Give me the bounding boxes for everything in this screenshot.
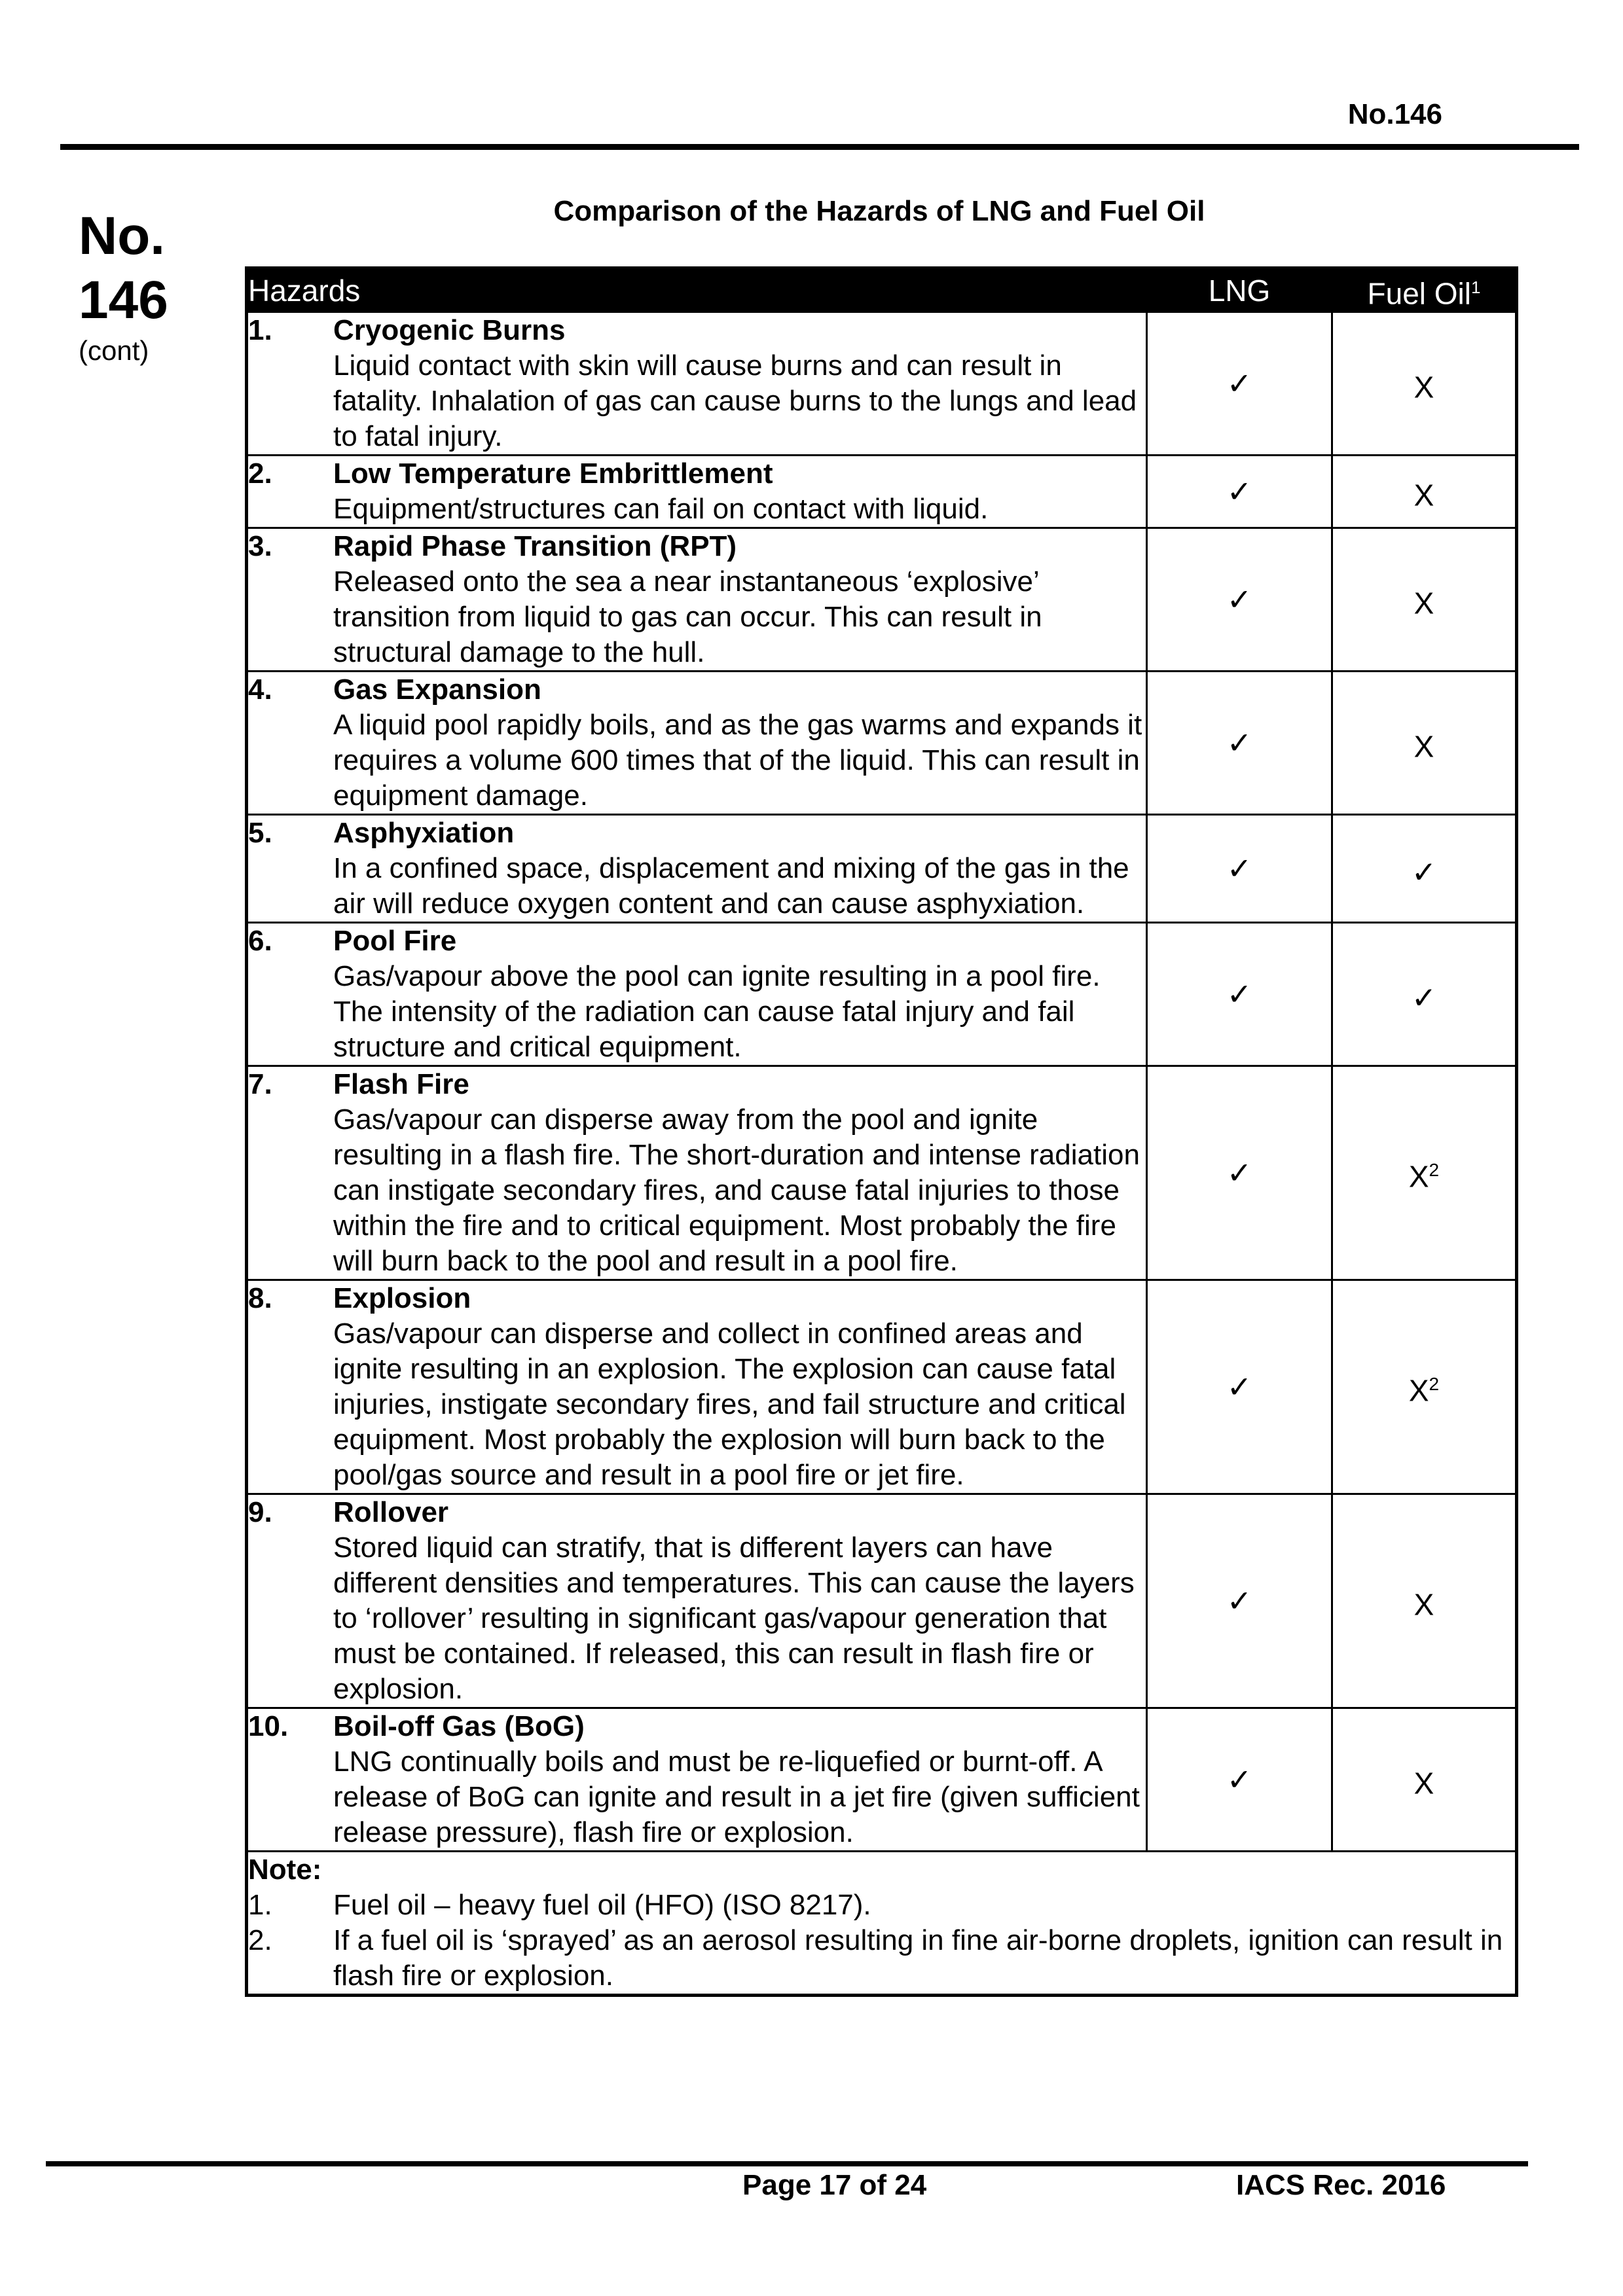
hazard-number: 6. xyxy=(248,925,272,958)
table-row xyxy=(247,1280,1517,1494)
lng-mark: ✓ xyxy=(1147,1280,1332,1494)
hazard-title: Gas Expansion xyxy=(333,673,541,706)
hazard-content xyxy=(333,816,1146,922)
hazard-description: Stored liquid can stratify, that is different layers can have different densities and temperatures. This can cause the layers to ‘rollover’ resulting in significant gas/vapour generation that must be contained. If released, this can result in flash fire or explosion. xyxy=(333,1532,1135,1706)
hazard-cell xyxy=(247,923,1147,1066)
fuel-oil-mark-value: ✓ xyxy=(1411,854,1437,889)
header-hazards: Hazards xyxy=(247,268,1147,312)
hazard-number: 4. xyxy=(248,673,272,706)
hazard-title-line xyxy=(248,1709,1146,1850)
header-fuel-oil-footnote: 1 xyxy=(1471,278,1481,297)
hazard-title-line xyxy=(248,529,1146,670)
hazard-number: 5. xyxy=(248,817,272,850)
footer-rule xyxy=(46,2161,1528,2166)
lng-mark: ✓ xyxy=(1147,923,1332,1066)
lng-mark: ✓ xyxy=(1147,1066,1332,1280)
hazard-number: 7. xyxy=(248,1068,272,1101)
fuel-oil-mark xyxy=(1332,923,1517,1066)
hazard-cell xyxy=(247,1494,1147,1708)
hazard-title: Flash Fire xyxy=(333,1068,469,1101)
hazard-content xyxy=(333,529,1146,670)
hazard-title: Rollover xyxy=(333,1496,449,1529)
side-no-value: 146 xyxy=(79,270,168,330)
table-row xyxy=(247,528,1517,672)
hazard-content xyxy=(333,1067,1146,1279)
fuel-oil-mark-value: X xyxy=(1413,369,1434,404)
hazard-title-line xyxy=(248,816,1146,922)
hazard-title: Cryogenic Burns xyxy=(333,314,566,347)
side-doc-number xyxy=(79,204,168,332)
hazards-table xyxy=(245,266,1518,1997)
fuel-oil-mark-value: X xyxy=(1413,728,1434,763)
table-row xyxy=(247,1494,1517,1708)
fuel-oil-mark xyxy=(1332,1708,1517,1852)
note-item-text: If a fuel oil is ‘sprayed’ as an aerosol resulting in fine air-borne droplets, ignition can result in flash fire or explosion. xyxy=(333,1924,1503,1992)
hazard-title-line xyxy=(248,924,1146,1065)
fuel-oil-mark xyxy=(1332,815,1517,923)
note-row xyxy=(247,1852,1517,1996)
table-row xyxy=(247,456,1517,528)
note-cell xyxy=(247,1852,1517,1996)
hazard-content xyxy=(333,456,1146,527)
fuel-oil-mark xyxy=(1332,1066,1517,1280)
header-doc-number: No.146 xyxy=(1347,98,1442,130)
header-fuel-oil xyxy=(1332,268,1517,312)
lng-mark: ✓ xyxy=(1147,1708,1332,1852)
hazard-cell xyxy=(247,312,1147,456)
hazard-title-line xyxy=(248,1281,1146,1493)
hazard-description: In a confined space, displacement and mixing of the gas in the air will reduce oxygen content and can cause asphyxiation. xyxy=(333,852,1129,920)
hazard-title: Asphyxiation xyxy=(333,817,515,850)
hazard-content xyxy=(333,1281,1146,1493)
table-row xyxy=(247,1066,1517,1280)
hazard-description: LNG continually boils and must be re-liquefied or burnt-off. A release of BoG can ignite and result in a jet fire (given sufficient release pressure), flash fire or explosion. xyxy=(333,1746,1140,1849)
table-title: Comparison of the Hazards of LNG and Fuel Oil xyxy=(553,195,1205,227)
hazard-content xyxy=(333,924,1146,1065)
hazard-number: 3. xyxy=(248,530,272,563)
hazard-title-line xyxy=(248,456,1146,527)
hazard-title-line xyxy=(248,1067,1146,1279)
hazard-description: Gas/vapour can disperse away from the pool and ignite resulting in a flash fire. The short-duration and intense radiation can instigate secondary fires, and cause fatal injuries to those within the fire and to critical equipment. Most probably the fire will burn back to the pool and result in a pool fire. xyxy=(333,1103,1140,1278)
note-title: Note: xyxy=(248,1854,322,1886)
hazard-number: 9. xyxy=(248,1496,272,1529)
note-item xyxy=(248,1923,1515,1994)
hazard-content xyxy=(333,672,1146,814)
table-row xyxy=(247,923,1517,1066)
hazard-description: Gas/vapour above the pool can ignite resulting in a pool fire. The intensity of the radiation can cause fatal injury and fail structure and critical equipment. xyxy=(333,960,1101,1064)
hazard-description: A liquid pool rapidly boils, and as the gas warms and expands it requires a volume 600 times that of the liquid. This can result in equipment damage. xyxy=(333,709,1142,812)
table-row xyxy=(247,312,1517,456)
page-number: Page 17 of 24 xyxy=(742,2169,927,2201)
hazard-number: 8. xyxy=(248,1282,272,1315)
hazard-number: 10. xyxy=(248,1710,289,1743)
hazard-cell xyxy=(247,672,1147,815)
fuel-oil-mark xyxy=(1332,1280,1517,1494)
table-body xyxy=(247,312,1517,1852)
header-lng: LNG xyxy=(1147,268,1332,312)
hazard-title-line xyxy=(248,1495,1146,1707)
fuel-oil-mark xyxy=(1332,1494,1517,1708)
hazard-number: 2. xyxy=(248,457,272,490)
fuel-oil-mark-footnote: 2 xyxy=(1429,1373,1440,1394)
note-item-number: 1. xyxy=(248,1889,272,1922)
note-item xyxy=(248,1888,1515,1923)
fuel-oil-mark xyxy=(1332,672,1517,815)
hazard-title: Rapid Phase Transition (RPT) xyxy=(333,530,737,563)
hazard-description: Liquid contact with skin will cause burns and can result in fatality. Inhalation of gas can cause burns to the lungs and lead to fatal injury. xyxy=(333,350,1137,453)
hazard-title-line xyxy=(248,313,1146,454)
table-row xyxy=(247,815,1517,923)
header-rule xyxy=(60,144,1579,150)
hazard-description: Equipment/structures can fail on contact with liquid. xyxy=(333,493,989,526)
table-header-row xyxy=(247,268,1517,312)
hazard-cell xyxy=(247,1066,1147,1280)
fuel-oil-mark-value: X xyxy=(1408,1372,1429,1407)
fuel-oil-mark xyxy=(1332,528,1517,672)
hazard-title: Explosion xyxy=(333,1282,471,1315)
lng-mark: ✓ xyxy=(1147,1494,1332,1708)
hazard-content xyxy=(333,313,1146,454)
hazard-title: Boil-off Gas (BoG) xyxy=(333,1710,585,1743)
fuel-oil-mark-value: X xyxy=(1413,477,1434,512)
hazard-title: Low Temperature Embrittlement xyxy=(333,457,773,490)
side-no-label: No. xyxy=(79,206,166,266)
hazard-content xyxy=(333,1709,1146,1850)
fuel-oil-mark-value: X xyxy=(1413,1587,1434,1621)
lng-mark: ✓ xyxy=(1147,456,1332,528)
fuel-oil-mark-value: X xyxy=(1413,585,1434,620)
table-row xyxy=(247,1708,1517,1852)
hazard-description: Gas/vapour can disperse and collect in confined areas and ignite resulting in an explosion. The explosion can cause fatal injuries, instigate secondary fires, and fail structure and critical equipment. Most probably the explosion will burn back to the pool/gas source and result in a pool fire or jet fire. xyxy=(333,1318,1126,1492)
hazard-title-line xyxy=(248,672,1146,814)
side-cont-label: (cont) xyxy=(79,335,149,366)
lng-mark: ✓ xyxy=(1147,672,1332,815)
hazard-number: 1. xyxy=(248,314,272,347)
hazard-cell xyxy=(247,528,1147,672)
hazard-cell xyxy=(247,456,1147,528)
table-row xyxy=(247,672,1517,815)
lng-mark: ✓ xyxy=(1147,528,1332,672)
hazard-description: Released onto the sea a near instantaneous ‘explosive’ transition from liquid to gas can occur. This can result in structural damage to the hull. xyxy=(333,565,1042,669)
hazard-cell xyxy=(247,1708,1147,1852)
fuel-oil-mark-value: X xyxy=(1413,1765,1434,1800)
fuel-oil-mark xyxy=(1332,312,1517,456)
hazard-content xyxy=(333,1495,1146,1707)
fuel-oil-mark-footnote: 2 xyxy=(1429,1159,1440,1180)
footer-rec: IACS Rec. 2016 xyxy=(1236,2169,1446,2201)
hazard-cell xyxy=(247,1280,1147,1494)
fuel-oil-mark-value: ✓ xyxy=(1411,980,1437,1014)
fuel-oil-mark-value: X xyxy=(1408,1158,1429,1193)
hazard-cell xyxy=(247,815,1147,923)
note-item-number: 2. xyxy=(248,1924,272,1957)
lng-mark: ✓ xyxy=(1147,815,1332,923)
fuel-oil-mark xyxy=(1332,456,1517,528)
lng-mark: ✓ xyxy=(1147,312,1332,456)
header-fuel-oil-label: Fuel Oil xyxy=(1367,276,1471,311)
hazard-title: Pool Fire xyxy=(333,925,457,958)
note-item-text: Fuel oil – heavy fuel oil (HFO) (ISO 8217). xyxy=(333,1889,871,1922)
